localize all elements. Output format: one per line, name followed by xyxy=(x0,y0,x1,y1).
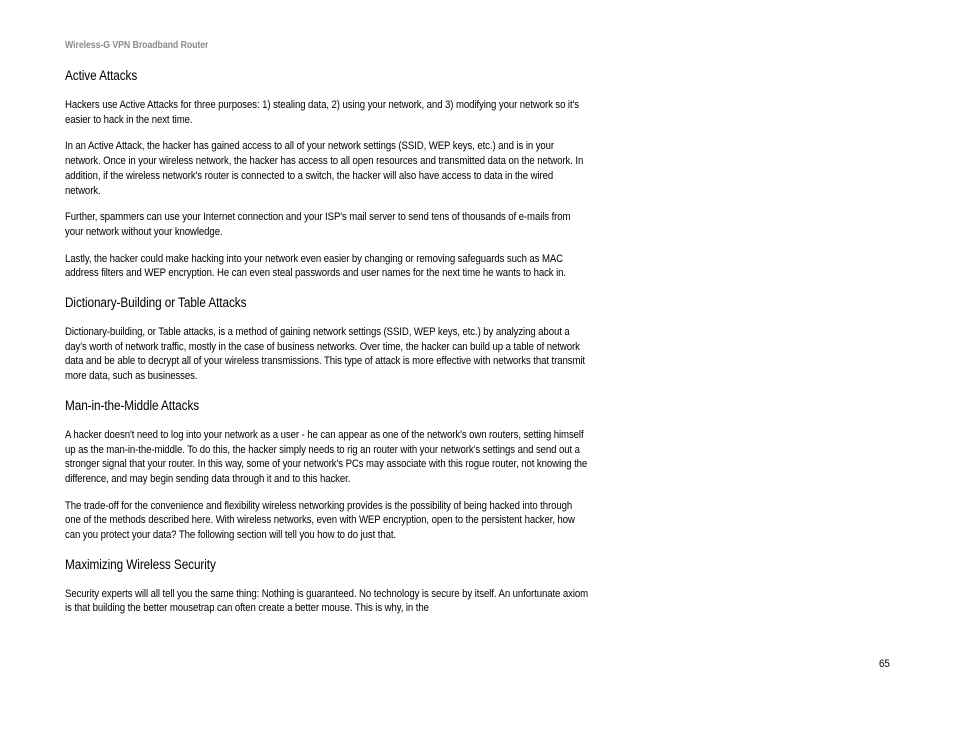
paragraph: Further, spammers can use your Internet connection and your ISP's mail server to send tens of thousands of e-mails from your network without your knowledge. xyxy=(65,211,571,238)
section-heading-maximizing-security: Maximizing Wireless Security xyxy=(65,556,216,572)
page-content xyxy=(65,68,589,616)
paragraph: Security experts will all tell you the same thing: Nothing is guaranteed. No technology is secure by itself. An unfortunate axiom is that building the better mousetrap can often create a better mouse. This is why, in the xyxy=(65,587,589,615)
section-heading-dictionary-attacks: Dictionary-Building or Table Attacks xyxy=(65,295,247,311)
paragraph: Lastly, the hacker could make hacking into your network even easier by changing or removing safeguards such as MAC address filters and WEP encryption. He can even steal passwords and user names for the next time he wants to hack in. xyxy=(65,252,566,280)
paragraph: A hacker doesn't need to log into your network as a user - he can appear as one of the network's own routers, setting himself up as the man-in-the-middle. To do this, the hacker simply needs to rig an router with your network's settings and send out a stronger signal that your router. In this way, some of your network's PCs may associate with this rogue router, not knowing the difference, and may begin sending data through it and to this hacker. xyxy=(65,428,588,485)
paragraph: Dictionary-building, or Table attacks, is a method of gaining network settings (SSID, WEP keys, etc.) by analyzing about a day's worth of network traffic, mostly in the case of business networks. Over time, the hacker can build up a table of network data and be able to decrypt all of your wireless transmissions. This type of attack is more effective with networks that transmit more data, such as businesses. xyxy=(65,326,585,383)
paragraph: Hackers use Active Attacks for three purposes: 1) stealing data, 2) using your network, and 3) modifying your network so it's easier to hack in the next time. xyxy=(65,99,580,126)
paragraph: The trade-off for the convenience and flexibility wireless networking provides is the possibility of being hacked into through one of the methods described here. With wireless networks, even with WEP encryption, open to the persistent hacker, how can you protect your data? The following section will tell you how to do just that. xyxy=(65,499,575,542)
section-heading-active-attacks: Active Attacks xyxy=(65,68,138,83)
running-header: Wireless-G VPN Broadband Router xyxy=(65,40,209,51)
paragraph: In an Active Attack, the hacker has gained access to all of your network settings (SSID, WEP keys, etc.) and is in your network. Once in your wireless network, the hacker has access to all open resources and transmitted data on the network. In addition, if the wireless network's router is connected to a switch, the hacker will also have access to data in the wired network. xyxy=(65,140,584,197)
section-heading-man-in-the-middle: Man-in-the-Middle Attacks xyxy=(65,397,200,413)
page-number: 65 xyxy=(879,658,890,670)
